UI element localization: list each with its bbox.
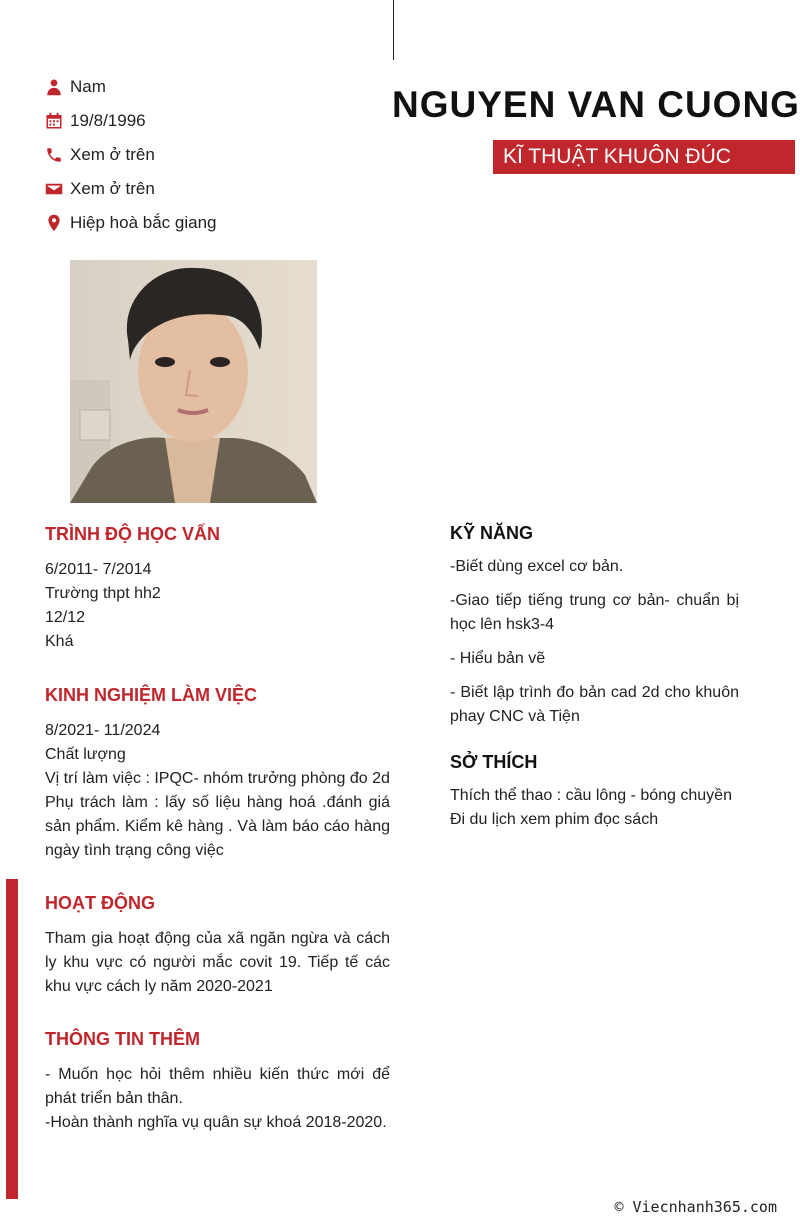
calendar-icon [45, 112, 63, 130]
skill-item: - Biết lập trình đo bản cad 2d cho khuôn phay CNC và Tiện [450, 684, 739, 725]
activities-title: HOẠT ĐỘNG [45, 893, 155, 913]
phone-value: Xem ở trên [70, 145, 155, 164]
experience-title: KINH NGHIỆM LÀM VIỆC [45, 685, 258, 705]
address-value: Hiệp hoà bắc giang [70, 213, 217, 232]
education-line: 6/2011- 7/2014 [45, 561, 152, 578]
education-line: Trường thpt hh2 [45, 585, 161, 602]
hobbies-section [450, 752, 739, 832]
decorative-red-bar [6, 879, 18, 1199]
map-pin-icon [45, 214, 63, 232]
additional-info-title: THÔNG TIN THÊM [45, 1029, 200, 1049]
additional-info-line: -Hoàn thành nghĩa vụ quân sự khoá 2018-2020. [45, 1114, 387, 1131]
hobby-line: Đi du lịch xem phim đọc sách [450, 811, 659, 828]
job-title-banner [493, 140, 795, 174]
skill-item: -Giao tiếp tiếng trung cơ bản- chuẩn bị học lên hsk3-4 [450, 592, 739, 633]
hobby-line: Thích thể thao : cầu lông - bóng chuyền [450, 787, 732, 804]
skill-item: - Hiểu bản vẽ [450, 650, 546, 667]
education-line: 12/12 [45, 609, 86, 626]
experience-line: 8/2021- 11/2024 [45, 722, 161, 739]
info-gender [45, 70, 217, 104]
hobbies-title: SỞ THÍCH [450, 752, 538, 772]
birthday-value: 19/8/1996 [70, 111, 146, 130]
header-divider-line [393, 0, 394, 60]
info-email [45, 172, 217, 206]
info-birthday [45, 104, 217, 138]
gender-value: Nam [70, 77, 106, 96]
skill-item: -Biết dùng excel cơ bản. [450, 558, 624, 575]
job-title: KĨ THUẬT KHUÔN ĐÚC [503, 145, 731, 168]
activities-text: Tham gia hoạt động của xã ngăn ngừa và cách ly khu vực có người mắc covit 19. Tiếp tế các khu vực cách ly năm 2020-2021 [45, 930, 390, 995]
profile-photo [70, 260, 317, 503]
experience-line: Chất lượng [45, 746, 126, 763]
candidate-name: NGUYEN VAN CUONG [392, 84, 800, 125]
additional-info-line: - Muốn học hỏi thêm nhiều kiến thức mới để phát triển bản thân. [45, 1066, 390, 1107]
education-section [45, 524, 390, 654]
personal-info [45, 70, 217, 240]
email-value: Xem ở trên [70, 179, 155, 198]
experience-line: Phụ trách làm : lấy số liệu hàng hoá .đánh giá sản phẩm. Kiểm kê hàng . Và làm báo cáo hàng ngày tình trạng công việc [45, 794, 390, 859]
skills-title: KỸ NĂNG [450, 523, 534, 543]
education-line: Khá [45, 633, 74, 650]
info-address [45, 206, 217, 240]
activities-section [45, 893, 390, 999]
footer-copyright: © Viecnhanh365.com [614, 1198, 777, 1216]
phone-icon [45, 146, 63, 164]
left-column [45, 520, 390, 1135]
envelope-icon [45, 180, 63, 198]
right-column [450, 520, 739, 832]
skills-section [450, 523, 739, 729]
person-icon [45, 78, 63, 96]
additional-info-section [45, 1029, 390, 1135]
experience-line: Vị trí làm việc : IPQC- nhóm trưởng phòng đo 2d [45, 770, 390, 787]
info-phone [45, 138, 217, 172]
education-title: TRÌNH ĐỘ HỌC VẤN [45, 524, 220, 544]
experience-section [45, 685, 390, 863]
